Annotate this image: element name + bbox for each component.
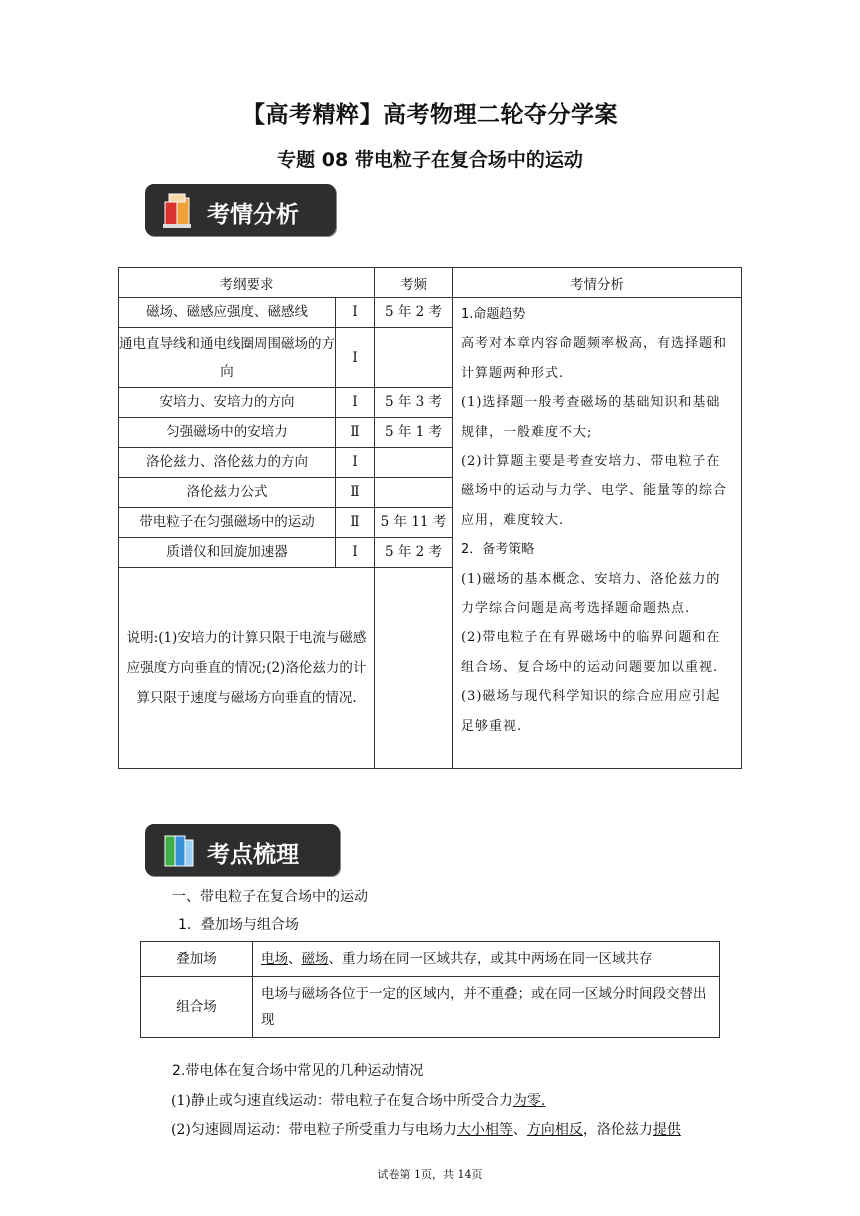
table-cell-freq: 5 年 2 考: [375, 298, 453, 328]
table-cell-freq: 5 年 11 考: [375, 508, 453, 538]
page-footer: 试卷第 1页，共 14页: [377, 1168, 483, 1181]
table-cell-freq: [375, 328, 453, 388]
table-cell-level: Ⅱ: [336, 478, 375, 508]
section-heading: 一、带电粒子在复合场中的运动: [172, 889, 368, 905]
table-cell-value: 电场与磁场各位于一定的区域内，并不重叠；或在同一区域分时间段交替出现: [253, 977, 720, 1038]
analysis-paragraph: (1)选择题一般考查磁场的基础知识和基础规律，一般难度不大;: [461, 395, 721, 440]
table-cell-freq-empty: [375, 568, 453, 769]
body-line: [171, 1119, 681, 1139]
table-cell-level: Ⅰ: [336, 538, 375, 568]
underlined-term: 为零.: [512, 1093, 546, 1109]
field-types-table: [140, 941, 720, 1038]
underlined-term: 方向相反: [526, 1122, 583, 1138]
table-cell-topic: 洛伦兹力、洛伦兹力的方向: [119, 448, 336, 478]
header-analysis: 考情分析: [453, 268, 742, 298]
subsection-heading: 2.带电体在复合场中常见的几种运动情况: [172, 1063, 424, 1079]
analysis-heading: 1.命题趋势: [461, 307, 526, 322]
analysis-cell: [453, 298, 742, 769]
banner-label: 考点梳理: [207, 842, 299, 868]
line-text: ，洛伦兹力: [582, 1122, 653, 1138]
underlined-term: 大小相等: [456, 1122, 513, 1138]
analysis-paragraph: (1)磁场的基本概念、安培力、洛伦兹力的力学综合问题是高考选择题命题热点.: [461, 571, 721, 617]
analysis-paragraph: (2)带电粒子在有界磁场中的临界问题和在组合场、复合场中的运动问题要加以重视.: [461, 630, 721, 675]
table-cell-key: 叠加场: [141, 942, 253, 977]
table-cell-freq: 5 年 2 考: [375, 538, 453, 568]
analysis-heading: 2．备考策略: [461, 542, 535, 558]
table-cell-freq: [375, 478, 453, 508]
underlined-term: 提供: [652, 1122, 681, 1138]
table-cell-freq: 5 年 1 考: [375, 418, 453, 448]
table-note: 说明:(1)安培力的计算只限于电流与磁感应强度方向垂直的情况;(2)洛伦兹力的计算只限于速度与磁场方向垂直的情况.: [119, 568, 375, 769]
table-cell-topic: 带电粒子在匀强磁场中的运动: [119, 508, 336, 538]
table-cell-topic: 磁场、磁感应强度、磁感线: [119, 298, 336, 328]
separator: 、: [288, 951, 302, 967]
body-line: [171, 1090, 545, 1110]
table-cell-topic: 通电直导线和通电线圈周围磁场的方向: [119, 328, 336, 388]
line-text: (2)匀速圆周运动：带电粒子所受重力与电场力: [171, 1122, 457, 1138]
underlined-term: 磁场: [301, 951, 329, 967]
section-banner-analysis: [145, 184, 336, 236]
table-cell-level: Ⅱ: [336, 418, 375, 448]
exam-analysis-table: [118, 267, 742, 769]
table-cell-level: Ⅱ: [336, 508, 375, 538]
page-title: 【高考精粹】高考物理二轮夺分学案: [242, 102, 618, 128]
analysis-paragraph: 高考对本章内容命题频率极高，有选择题和计算题两种形式.: [461, 336, 728, 381]
table-cell-level: Ⅰ: [336, 388, 375, 418]
separator: 、: [512, 1122, 527, 1138]
analysis-paragraph: (2)计算题主要是考查安培力、带电粒子在磁场中的运动与力学、电学、能量等的综合应用，难度较大.: [461, 454, 728, 528]
underlined-term: 电场: [261, 951, 288, 967]
table-cell-topic: 质谱仪和回旋加速器: [119, 538, 336, 568]
header-requirements: 考纲要求: [119, 268, 375, 298]
line-text: (1)静止或匀速直线运动：带电粒子在复合场中所受合力: [171, 1093, 513, 1109]
binders-icon: [159, 830, 199, 870]
table-cell-level: Ⅰ: [336, 298, 375, 328]
page-subtitle: 专题 08 带电粒子在复合场中的运动: [277, 149, 583, 171]
table-cell-freq: [375, 448, 453, 478]
section-banner-points: [145, 824, 340, 876]
table-cell-level: Ⅰ: [336, 328, 375, 388]
table-cell-value: [253, 942, 720, 977]
banner-label: 考情分析: [207, 202, 299, 228]
subsection-heading: 1．叠加场与组合场: [178, 917, 299, 933]
header-frequency: 考频: [375, 268, 453, 298]
table-cell-key: 组合场: [141, 977, 253, 1038]
table-cell-level: Ⅰ: [336, 448, 375, 478]
books-icon: [159, 190, 199, 230]
table-cell-freq: 5 年 3 考: [375, 388, 453, 418]
table-cell-topic: 安培力、安培力的方向: [119, 388, 336, 418]
table-cell-topic: 洛伦兹力公式: [119, 478, 336, 508]
analysis-paragraph: (3)磁场与现代科学知识的综合应用应引起足够重视.: [461, 689, 721, 734]
table-cell-topic: 匀强磁场中的安培力: [119, 418, 336, 448]
cell-text: 、重力场在同一区域共存，或其中两场在同一区域共存: [328, 951, 653, 967]
